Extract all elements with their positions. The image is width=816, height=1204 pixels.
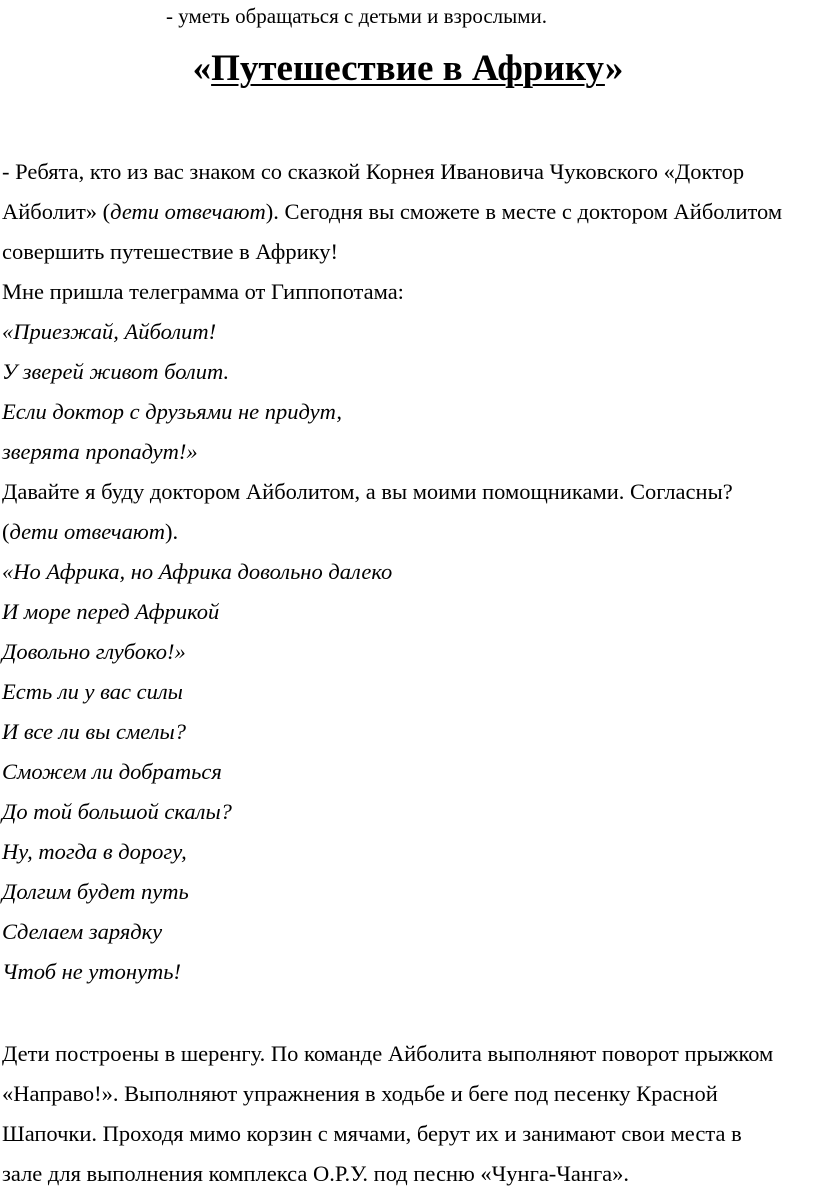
poem-line: Чтоб не утонуть! — [2, 959, 182, 984]
page-title — [0, 46, 816, 92]
poem-line: Сможем ли добраться — [2, 759, 222, 784]
closing-line: Шапочки. Проходя мимо корзин с мячами, берут их и занимают свои места в — [2, 1121, 742, 1146]
poem-line: Есть ли у вас силы — [2, 679, 183, 704]
stage-direction: дети отвечают — [9, 519, 166, 544]
offer-text: ). — [165, 519, 179, 544]
poem-line: Ну, тогда в дорогу, — [2, 839, 187, 864]
poem-line: Долгим будет путь — [2, 879, 189, 904]
telegram-line: Если доктор с друзьями не придут, — [2, 399, 343, 424]
intro-line-2 — [2, 198, 782, 226]
title-close-quote: » — [604, 48, 624, 89]
telegram-line: зверята пропадут!» — [2, 439, 198, 464]
closing-line: зале для выполнения комплекса О.Р.У. под песню «Чунга-Чанга». — [2, 1161, 630, 1186]
intro-line-3: совершить путешествие в Африку! — [2, 239, 338, 264]
closing-line: Дети построены в шеренгу. По команде Айболита выполняют поворот прыжком — [2, 1041, 774, 1066]
title-open-quote: « — [192, 48, 212, 89]
poem-line: Сделаем зарядку — [2, 919, 163, 944]
stage-direction: дети отвечают — [110, 199, 266, 224]
poem-line: Довольно глубоко!» — [2, 639, 186, 664]
intro-text: Айболит» ( — [2, 199, 111, 224]
offer-line-1: Давайте я буду доктором Айболитом, а вы моими помощниками. Согласны? — [2, 479, 733, 504]
offer-text: ( — [2, 519, 10, 544]
intro-line-1: - Ребята, кто из вас знаком со сказкой Корнея Ивановича Чуковского «Доктор — [2, 159, 745, 184]
poem-line: И море перед Африкой — [2, 599, 220, 624]
telegram-line: «Приезжай, Айболит! — [2, 319, 217, 344]
intro-text: ). Сегодня вы сможете в месте с доктором Айболитом — [265, 199, 783, 224]
top-line: - уметь обращаться с детьми и взрослыми. — [166, 4, 548, 28]
poem-line: «Но Африка, но Африка довольно далеко — [2, 559, 393, 584]
poem-line: И все ли вы смелы? — [2, 719, 187, 744]
offer-line-2 — [2, 518, 178, 546]
telegram-line: У зверей живот болит. — [2, 359, 230, 384]
poem-line: До той большой скалы? — [2, 799, 232, 824]
title-text: Путешествие в Африку — [211, 48, 605, 89]
intro-line-4: Мне пришла телеграмма от Гиппопотама: — [2, 279, 404, 304]
closing-line: «Направо!». Выполняют упражнения в ходьбе и беге под песенку Красной — [2, 1081, 718, 1106]
